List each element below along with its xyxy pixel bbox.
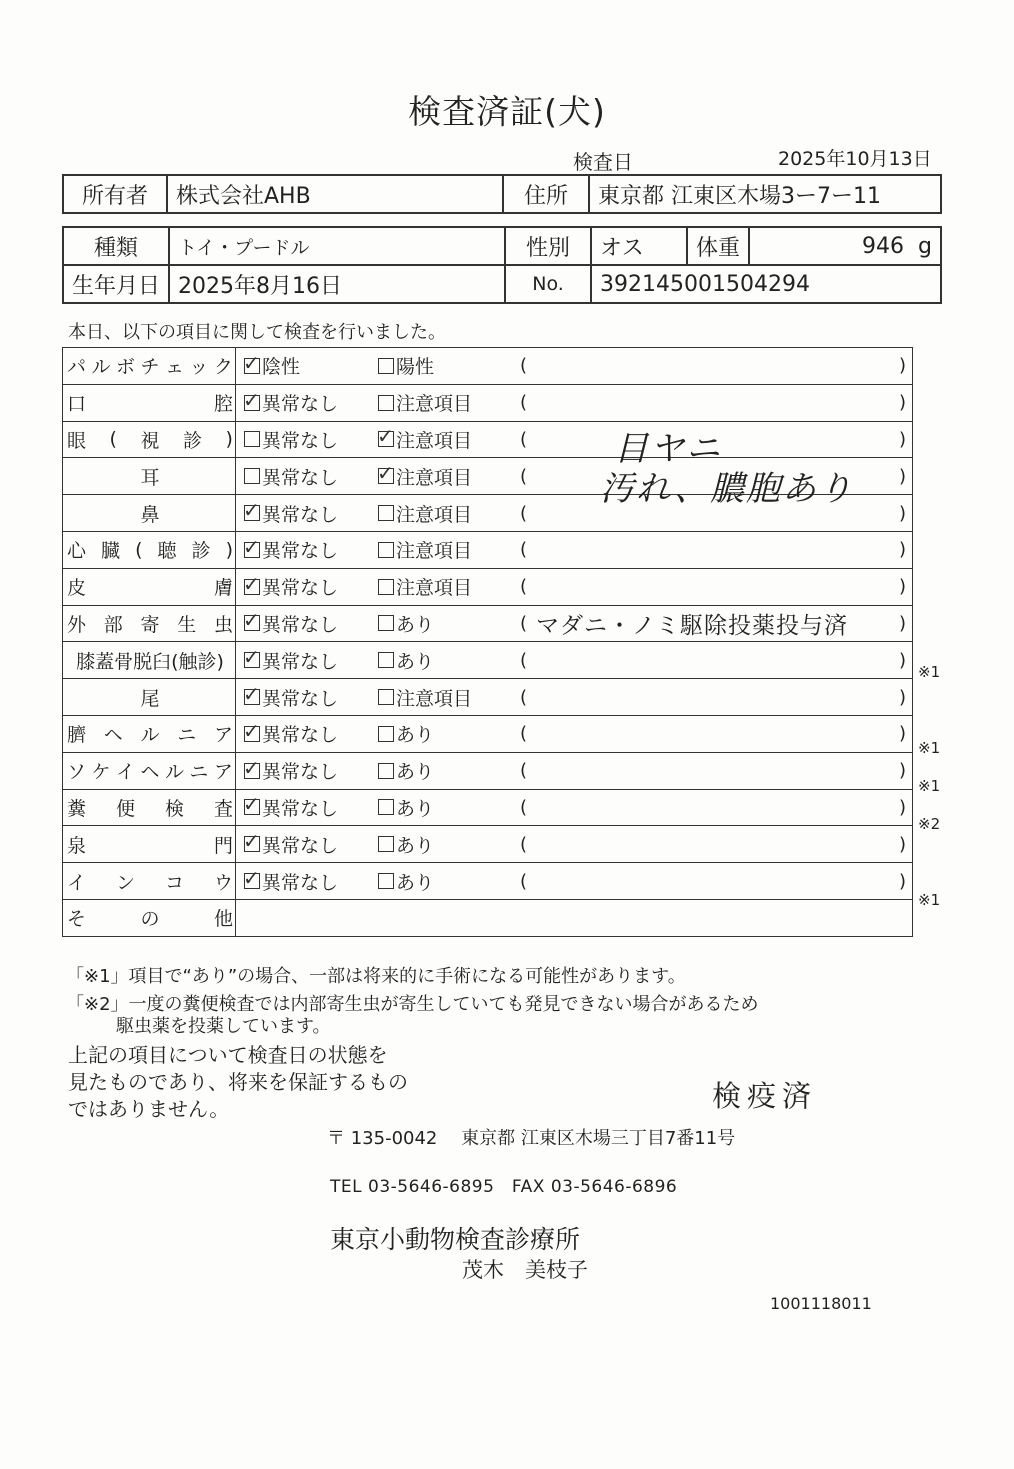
checkmark-icon: ✓: [377, 424, 394, 449]
document-title: 検査済証(犬): [408, 92, 606, 131]
exam-option[interactable]: [378, 684, 512, 711]
paren-close: ): [898, 465, 906, 487]
exam-option[interactable]: [378, 573, 512, 600]
exam-row-other: [63, 899, 913, 936]
exam-item-char: ケ: [91, 761, 111, 784]
checkmark-icon: ✓: [243, 755, 260, 780]
exam-item-char: 心: [67, 540, 87, 563]
checkmark-icon: ✓: [243, 829, 260, 854]
exam-option-label: あり: [396, 613, 435, 636]
exam-item-char: 査: [213, 797, 233, 820]
exam-option[interactable]: [378, 610, 512, 637]
exam-option[interactable]: [378, 647, 512, 674]
checkmark-icon: ✓: [243, 387, 260, 412]
checkbox-icon[interactable]: [243, 755, 260, 780]
exam-item-char: ク: [213, 356, 233, 379]
exam-item-label: [63, 715, 236, 752]
exam-item-char: ヘ: [140, 761, 160, 784]
exam-option[interactable]: [378, 720, 512, 747]
paren-open: (: [520, 833, 528, 855]
footnote-mark: ※1: [918, 663, 941, 681]
exam-result-cell: [236, 679, 913, 716]
exam-item-char: 生: [177, 613, 197, 636]
exam-option-label: 異常なし: [262, 650, 339, 673]
checkmark-icon: ✓: [243, 534, 260, 559]
exam-result-cell: [236, 605, 913, 642]
no-value: 392145001504294: [591, 265, 941, 303]
checkbox-icon[interactable]: [243, 534, 260, 559]
exam-option-label: 注意項目: [396, 429, 473, 452]
paren-close: ): [898, 686, 906, 708]
exam-item-char: 視: [140, 429, 160, 452]
exam-remarks: [512, 760, 912, 781]
checkbox-icon[interactable]: [378, 615, 394, 631]
exam-item-char: ウ: [213, 871, 233, 894]
footnote-2: 「※2」一度の糞便検査では内部寄生虫が寄生していても発見できない場合があるため: [66, 994, 759, 1015]
exam-option[interactable]: [378, 536, 512, 563]
exam-option-label: 陽性: [396, 356, 435, 379]
exam-remarks: [512, 797, 912, 818]
paren-close: ): [898, 870, 906, 892]
exam-table: [62, 347, 913, 937]
exam-option-label: 注意項目: [396, 466, 473, 489]
checkbox-icon[interactable]: [378, 726, 394, 742]
exam-item-char: 臓: [101, 540, 121, 563]
exam-item-label: [63, 495, 236, 532]
exam-item-char: イ: [115, 761, 135, 784]
exam-result-cell: [236, 642, 913, 679]
exam-item-char: 外: [67, 613, 87, 636]
breed-value: トイ・プードル: [169, 227, 505, 265]
clinic-phone: TEL 03-5646-6895 FAX 03-5646-6896: [330, 1177, 678, 1197]
owner-table: [62, 174, 942, 214]
exam-row: [63, 752, 913, 789]
weight-label: 体重: [687, 227, 749, 265]
exam-item-char: 眼: [67, 429, 87, 452]
exam-item-char: 糞: [67, 797, 87, 820]
exam-item-char: 膚: [213, 577, 233, 600]
exam-option-label: あり: [396, 761, 435, 784]
exam-note: マダニ・ノミ駆除投薬投与済: [536, 612, 848, 639]
checkbox-icon[interactable]: [243, 608, 260, 633]
checkmark-icon: ✓: [243, 498, 260, 523]
exam-row: [63, 789, 913, 826]
address-label: 住所: [503, 175, 589, 213]
exam-item-char: 虫: [213, 613, 233, 636]
paren-close: ): [898, 502, 906, 524]
exam-remarks: [512, 612, 912, 639]
exam-option[interactable]: [236, 647, 378, 674]
handwritten-eye-note: 目ヤニ: [614, 429, 722, 469]
quarantine-stamp: 検疫済: [712, 1079, 818, 1113]
exam-option-label: 陰性: [262, 356, 301, 379]
exam-item-char: 膝蓋骨脱臼(触診): [76, 650, 224, 673]
exam-item-char: 聴: [157, 540, 177, 563]
exam-option[interactable]: [236, 684, 378, 711]
exam-item-char: ル: [140, 724, 160, 747]
exam-item-char: (: [135, 538, 143, 561]
paren-close: ): [898, 760, 906, 782]
exam-option[interactable]: [236, 573, 378, 600]
handwritten-ear-note: 汚れ、膿胞あり: [600, 469, 855, 509]
exam-item-char: ア: [213, 724, 233, 747]
exam-option[interactable]: [236, 500, 378, 527]
breed-label: 種類: [63, 227, 169, 265]
exam-item-char: 診: [191, 540, 211, 563]
checkbox-icon[interactable]: [378, 358, 394, 374]
exam-option[interactable]: [378, 868, 512, 895]
checkbox-icon[interactable]: [243, 387, 260, 412]
checkbox-icon[interactable]: [377, 424, 394, 449]
paren-close: ): [898, 576, 906, 598]
exam-option[interactable]: [236, 389, 378, 416]
exam-option[interactable]: [236, 831, 378, 858]
exam-item-char: ェ: [164, 356, 184, 379]
exam-item-char: (: [109, 428, 117, 451]
exam-option-label: 注意項目: [396, 393, 473, 416]
exam-item-char: ソ: [67, 761, 87, 784]
address-value: 東京都 江東区木場3ー7ー11: [589, 175, 941, 213]
exam-remarks: [512, 576, 912, 597]
paren-close: ): [898, 355, 906, 377]
exam-result-cell: [236, 384, 913, 421]
exam-item-char: ): [225, 538, 233, 561]
exam-remarks: [512, 687, 912, 708]
exam-option-label: 異常なし: [262, 613, 339, 636]
checkbox-icon[interactable]: [378, 652, 394, 668]
exam-item-label: [63, 752, 236, 789]
exam-item-label: [63, 458, 236, 495]
checkmark-icon: ✓: [377, 461, 394, 486]
paren-open: (: [520, 723, 528, 745]
exam-result-cell: [236, 752, 913, 789]
exam-item-label: [63, 384, 236, 421]
exam-option-label: 異常なし: [262, 540, 339, 563]
weight-unit: g: [918, 233, 932, 259]
checkbox-icon[interactable]: [243, 498, 260, 523]
checkbox-icon[interactable]: [243, 350, 260, 375]
exam-item-label: [63, 642, 236, 679]
clinic-name: 東京小動物検査診療所: [330, 1225, 581, 1254]
exam-item-label: [63, 863, 236, 900]
exam-result-cell: [236, 863, 913, 900]
paren-close: ): [898, 796, 906, 818]
exam-item-char: 寄: [140, 613, 160, 636]
exam-option-label: 異常なし: [262, 393, 339, 416]
exam-option-label: あり: [396, 834, 435, 857]
exam-row: [63, 568, 913, 605]
clinic-address: 〒 135-0042 東京都 江東区木場三丁目7番11号: [327, 1128, 736, 1149]
exam-option-label: 注意項目: [396, 503, 473, 526]
birth-label: 生年月日: [63, 265, 169, 303]
exam-item-char: の: [140, 908, 160, 931]
paren-open: (: [520, 465, 528, 487]
exam-item-char: 診: [183, 429, 203, 452]
exam-row: [63, 826, 913, 863]
exam-item-label: [63, 679, 236, 716]
paren-open: (: [520, 649, 528, 671]
checkbox-icon[interactable]: [378, 542, 394, 558]
exam-option[interactable]: [236, 720, 378, 747]
exam-row: [63, 863, 913, 900]
exam-item-char: 耳: [140, 466, 160, 489]
exam-item-label: [63, 605, 236, 642]
exam-option-label: 異常なし: [262, 797, 339, 820]
checkmark-icon: ✓: [243, 792, 260, 817]
exam-item-char: ン: [115, 871, 135, 894]
exam-option-label: 異常なし: [262, 687, 339, 710]
checkmark-icon: ✓: [243, 866, 260, 891]
checkmark-icon: ✓: [243, 350, 260, 375]
exam-option-label: 注意項目: [396, 540, 473, 563]
exam-option-label: 注意項目: [396, 577, 473, 600]
exam-item-label: [63, 826, 236, 863]
exam-item-char: 泉: [67, 834, 87, 857]
exam-result-cell: [236, 421, 913, 458]
inspection-date: 2025年10月13日: [778, 148, 932, 170]
exam-option[interactable]: [378, 352, 512, 379]
exam-remarks: [512, 539, 912, 560]
exam-item-char: チ: [140, 356, 160, 379]
intro-text: 本日、以下の項目に関して検査を行いました。: [68, 322, 446, 343]
exam-option[interactable]: [236, 463, 378, 490]
exam-row: [63, 384, 913, 421]
exam-row: [63, 605, 913, 642]
exam-option-label: 異常なし: [262, 429, 339, 452]
exam-option[interactable]: [236, 868, 378, 895]
exam-option-label: 異常なし: [262, 871, 339, 894]
paren-close: ): [898, 649, 906, 671]
clinic-person: 茂木 美枝子: [462, 1258, 588, 1282]
checkbox-icon[interactable]: [378, 505, 394, 521]
disclaimer-line: 上記の項目について検査日の状態を: [68, 1043, 388, 1067]
exam-item-char: 尾: [140, 687, 160, 710]
exam-item-char: ア: [213, 761, 233, 784]
inspection-date-label: 検査日: [573, 150, 633, 174]
checkbox-icon[interactable]: [243, 829, 260, 854]
weight-cell: [749, 227, 941, 265]
exam-item-char: ル: [164, 761, 184, 784]
exam-item-char: 腔: [213, 393, 233, 416]
checkbox-icon[interactable]: [244, 431, 260, 447]
exam-item-char: ニ: [177, 724, 197, 747]
exam-option[interactable]: [236, 352, 378, 379]
exam-option-label: あり: [396, 650, 435, 673]
paren-close: ): [898, 723, 906, 745]
paren-open: (: [520, 612, 528, 634]
checkmark-icon: ✓: [243, 571, 260, 596]
exam-remarks: [512, 650, 912, 671]
checkbox-icon[interactable]: [378, 579, 394, 595]
exam-item-char: 口: [67, 393, 87, 416]
no-label: No.: [505, 265, 591, 303]
exam-remarks: [512, 355, 912, 376]
exam-item-label: [63, 348, 236, 385]
exam-option-label: あり: [396, 871, 435, 894]
footnote-mark: ※1: [918, 777, 941, 795]
paren-open: (: [520, 796, 528, 818]
footnote-1: 「※1」項目で“あり”の場合、一部は将来的に手術になる可能性があります。: [66, 966, 686, 987]
checkbox-icon[interactable]: [243, 792, 260, 817]
exam-option[interactable]: [236, 536, 378, 563]
exam-item-char: 臍: [67, 724, 87, 747]
exam-remarks: [512, 392, 912, 413]
footnote-mark: ※2: [918, 815, 941, 833]
exam-item-char: ヘ: [103, 724, 123, 747]
exam-item-char: コ: [164, 871, 184, 894]
checkbox-icon[interactable]: [243, 866, 260, 891]
footnote-2-cont: 駆虫薬を投薬しています。: [116, 1016, 331, 1037]
owner-label: 所有者: [63, 175, 167, 213]
exam-item-char: ボ: [115, 356, 135, 379]
checkbox-icon[interactable]: [243, 682, 260, 707]
exam-item-label: [63, 899, 236, 936]
exam-result-cell: [236, 348, 913, 385]
checkbox-icon[interactable]: [378, 799, 394, 815]
exam-option-label: あり: [396, 724, 435, 747]
paren-open: (: [520, 539, 528, 561]
checkbox-icon[interactable]: [378, 763, 394, 779]
paren-close: ): [898, 539, 906, 561]
exam-option-label: あり: [396, 797, 435, 820]
exam-row: [63, 715, 913, 752]
exam-item-char: ): [225, 428, 233, 451]
exam-item-char: 便: [115, 797, 135, 820]
checkbox-icon[interactable]: [243, 645, 260, 670]
weight-value: 946: [862, 233, 905, 259]
exam-row: [63, 531, 913, 568]
exam-remarks: [512, 834, 912, 855]
exam-option-label: 異常なし: [262, 724, 339, 747]
paren-close: ): [898, 428, 906, 450]
exam-item-char: そ: [67, 908, 87, 931]
paren-open: (: [520, 355, 528, 377]
exam-option[interactable]: [378, 831, 512, 858]
exam-remarks: [512, 723, 912, 744]
exam-item-label: [63, 789, 236, 826]
exam-option[interactable]: [378, 463, 512, 490]
checkbox-icon[interactable]: [378, 836, 394, 852]
paren-open: (: [520, 428, 528, 450]
paren-close: ): [898, 612, 906, 634]
disclaimer-line: 見たものであり、将来を保証するもの: [68, 1070, 408, 1094]
exam-row: [63, 679, 913, 716]
exam-item-char: 他: [213, 908, 233, 931]
paren-close: ): [898, 392, 906, 414]
exam-row: [63, 421, 913, 458]
exam-option-label: 注意項目: [396, 687, 473, 710]
checkbox-icon[interactable]: [377, 461, 394, 486]
exam-item-char: ル: [91, 356, 111, 379]
exam-option[interactable]: [236, 610, 378, 637]
paren-open: (: [520, 576, 528, 598]
exam-result-cell: [236, 826, 913, 863]
pet-table: [62, 226, 942, 304]
exam-item-label: [63, 531, 236, 568]
exam-item-char: ッ: [189, 356, 209, 379]
checkmark-icon: ✓: [243, 682, 260, 707]
checkbox-icon[interactable]: [243, 571, 260, 596]
checkbox-icon[interactable]: [244, 468, 260, 484]
disclaimer-line: ではありません。: [68, 1097, 230, 1121]
exam-item-label: [63, 568, 236, 605]
exam-option[interactable]: [378, 794, 512, 821]
checkbox-icon[interactable]: [378, 873, 394, 889]
paren-open: (: [520, 686, 528, 708]
serial-number: 1001118011: [770, 1294, 872, 1313]
checkmark-icon: ✓: [243, 645, 260, 670]
exam-option[interactable]: [378, 389, 512, 416]
exam-item-label: [63, 421, 236, 458]
checkbox-icon[interactable]: [243, 718, 260, 743]
exam-item-char: ニ: [189, 761, 209, 784]
exam-option[interactable]: [236, 794, 378, 821]
paren-open: (: [520, 870, 528, 892]
exam-row: [63, 642, 913, 679]
owner-value: 株式会社AHB: [167, 175, 503, 213]
paren-open: (: [520, 760, 528, 782]
exam-option[interactable]: [378, 426, 512, 453]
sex-value: オス: [591, 227, 687, 265]
exam-remarks: [512, 871, 912, 892]
checkmark-icon: ✓: [243, 718, 260, 743]
exam-option[interactable]: [378, 500, 512, 527]
exam-item-char: 検: [164, 797, 184, 820]
other-remarks-cell: [236, 899, 913, 936]
sex-label: 性別: [505, 227, 591, 265]
exam-option-label: 異常なし: [262, 577, 339, 600]
exam-result-cell: [236, 568, 913, 605]
paren-close: ): [898, 833, 906, 855]
exam-item-char: イ: [67, 871, 87, 894]
exam-row: [63, 348, 913, 385]
paren-open: (: [520, 502, 528, 524]
exam-result-cell: [236, 789, 913, 826]
exam-item-char: 鼻: [140, 503, 160, 526]
exam-option[interactable]: [378, 757, 512, 784]
exam-option[interactable]: [236, 757, 378, 784]
exam-option-label: 異常なし: [262, 503, 339, 526]
footnote-mark: ※1: [918, 739, 941, 757]
exam-item-char: 皮: [67, 577, 87, 600]
paren-open: (: [520, 392, 528, 414]
exam-option[interactable]: [236, 426, 378, 453]
exam-option-label: 異常なし: [262, 466, 339, 489]
exam-item-char: 門: [213, 834, 233, 857]
exam-result-cell: [236, 715, 913, 752]
checkmark-icon: ✓: [243, 608, 260, 633]
exam-option-label: 異常なし: [262, 834, 339, 857]
checkbox-icon[interactable]: [378, 395, 394, 411]
exam-item-char: 部: [103, 613, 123, 636]
checkbox-icon[interactable]: [378, 689, 394, 705]
birth-value: 2025年8月16日: [169, 265, 505, 303]
exam-result-cell: [236, 531, 913, 568]
exam-item-char: パ: [67, 356, 87, 379]
exam-option-label: 異常なし: [262, 761, 339, 784]
footnote-mark: ※1: [918, 891, 941, 909]
